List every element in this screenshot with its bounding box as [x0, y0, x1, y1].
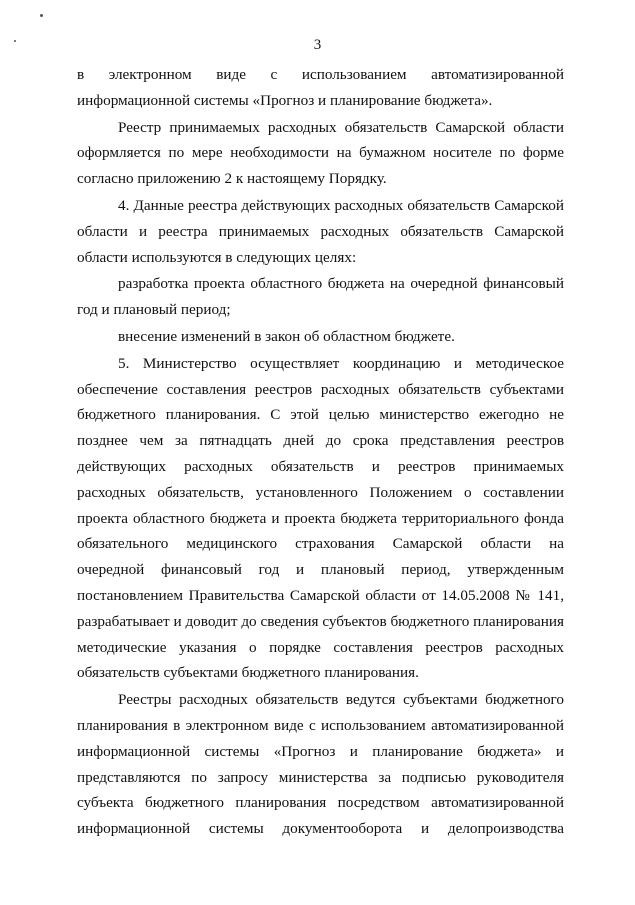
- paragraph: Реестр принимаемых расходных обязательств Самарской области оформляется по мере необходимости на бумажном носителе по форме согласно приложению 2 к настоящему Порядку.: [77, 118, 564, 188]
- scan-speck: [40, 14, 43, 17]
- list-item: внесение изменений в закон об областном бюджете.: [118, 327, 455, 345]
- paragraph: 5. Министерство осуществляет координацию и методическое обеспечение составления реестров расходных обязательств субъектами бюджетного планирования. С этой целью министерство ежегодно не позднее чем за пятнадцать дней до срока представления реестров действующих расходных обязательств и реестров принимаемых расходных обязательств, установленного Положением о составлении проекта областного бюджета и проекта бюджета территориального фонда обязательного медицинского страхования Самарской области на очередной финансовый год и плановый период, утвержденным постановлением Правительства Самарской области от 14.05.2008 № 141, разрабатывает и доводит до сведения субъектов бюджетного планирования методические указания о порядке составления реестров расходных обязательств субъектами бюджетного планирования.: [77, 354, 564, 682]
- paragraph: в электронном виде с использованием автоматизированной информационной системы «Прогноз и планирование бюджета».: [77, 66, 564, 109]
- body-text: [77, 62, 564, 842]
- list-item: разработка проекта областного бюджета на очередной финансовый год и плановый период;: [77, 275, 564, 319]
- page-number: 3: [313, 37, 322, 53]
- paragraph: 4. Данные реестра действующих расходных обязательств Самарской области и реестра принимаемых расходных обязательств Самарской области используются в следующих целях:: [77, 196, 564, 266]
- paragraph: Реестры расходных обязательств ведутся субъектами бюджетного планирования в электронном виде с использованием автоматизированной информационной системы «Прогноз и планирование бюджета» и представляются по запросу министерства за подписью руководителя субъекта бюджетного планирования посредством автоматизированной информационной системы документооборота и делопроизводства: [77, 691, 564, 838]
